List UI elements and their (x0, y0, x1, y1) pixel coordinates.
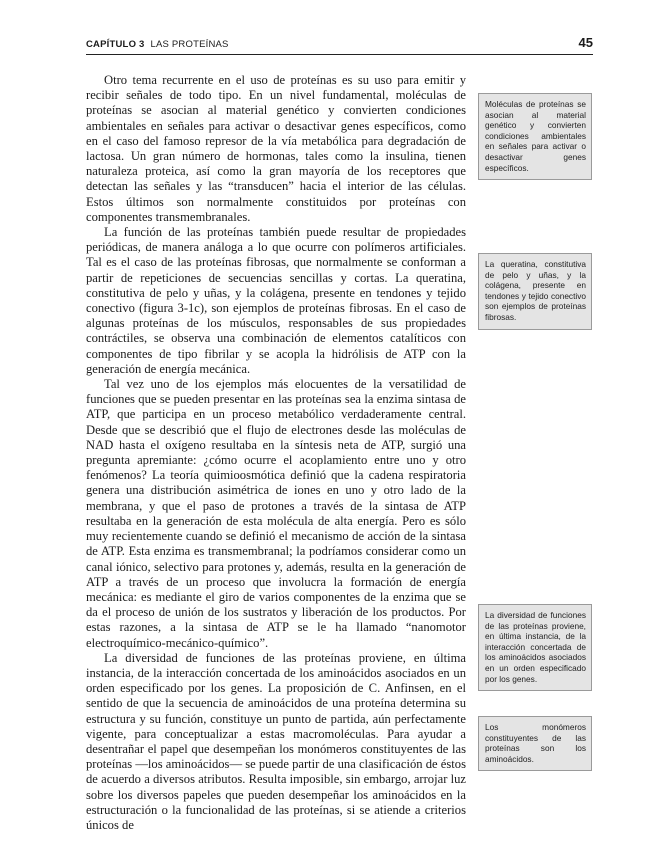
margin-note-4: Los monómeros constituyentes de las proteínas son los aminoácidos. (478, 716, 592, 771)
page-number: 45 (578, 35, 593, 50)
body-text (86, 73, 466, 833)
paragraph-3: Tal vez uno de los ejemplos más elocuentes de la versatilidad de funciones que se pueden presentar en las proteínas sea la enzima sintasa de ATP, que participa en un proceso metabólico verdaderamente central. Desde que se describió que el flujo de electrones desde las moléculas de NAD hasta el oxígeno resultaba en la síntesis neta de ATP, surgió una pregunta apremiante: ¿cómo ocurre el acoplamiento entre uno y otro fenómenos? La teoría quimioosmótica definió que la cadena respiratoria genera una distribución asimétrica de iones en uno y otro lado de la membrana, y que el paso de protones a través de la sintasa de ATP resultaba en la generación de esta molécula de alta energía. Pero es sólo muy recientemente cuando se definió el mecanismo de acción de la sintasa de ATP. Esta enzima es transmembranal; la podríamos considerar como un canal iónico, selectivo para protones y, además, resulta en la generación de ATP a través de un proceso que involucra la formación de energía mecánica: es mediante el giro de varios componentes de la enzima que se da el proceso de unión de los sustratos y liberación de los productos. Por estas razones, a la sintasa de ATP se le ha llamado “nanomotor electroquímico-mecánico-químico”. (86, 377, 466, 650)
chapter-title: LAS PROTEÍNAS (150, 39, 229, 50)
margin-note-2: La queratina, constitutiva de pelo y uñas, y la colágena, presente en tendones y tejido conectivo son ejemplos de proteínas fibrosas. (478, 253, 592, 330)
chapter-label: CAPÍTULO 3 (86, 39, 145, 50)
margin-note-1: Moléculas de proteínas se asocian al material genético y convierten condiciones ambientales en señales para activar o desactivar genes específicos. (478, 93, 592, 180)
chapter-heading (86, 39, 229, 50)
paragraph-2: La función de las proteínas también puede resultar de propiedades periódicas, de manera análoga a lo que ocurre con polímeros artificiales. Tal es el caso de las proteínas fibrosas, que normalmente se conforman a partir de repeticiones de secuencias sencillas y cortas. La queratina, constitutiva de pelo y uñas, y la colágena, presente en tendones y tejido conectivo (figura 3-1c), son ejemplos de proteínas fibrosas. En el caso de algunas proteínas de los músculos, responsables de sus propiedades contráctiles, se observa una combinación de elementos catalíticos con componentes de tipo fibrilar y se acopla la hidrólisis de ATP con la generación de energía mecánica. (86, 225, 466, 376)
paragraph-4: La diversidad de funciones de las proteínas proviene, en última instancia, de la interacción concertada de los aminoácidos asociados en un orden especificado por los genes. La proposición de C. Anfinsen, en el sentido de que la secuencia de aminoácidos de una proteína determina su estructura y su función, constituye un punto de partida, aún perfectamente vigente, para conceptualizar a estas macromoléculas. Para ayudar a desentrañar el papel que desempeñan los monómeros constituyentes de las proteínas —los aminoácidos— se puede partir de una clasificación de éstos de acuerdo a diversos atributos. Resulta imposible, sin embargo, arrojar luz sobre los diversos papeles que pueden desempeñar los aminoácidos en la estructuración o la funcionalidad de las proteínas, si se atiende a criterios únicos de (86, 650, 466, 832)
margin-note-3: La diversidad de funciones de las proteínas proviene, en última instancia, de la interacción concertada de los aminoácidos asociados en un orden especificado por los genes. (478, 604, 592, 691)
running-header (86, 34, 593, 55)
paragraph-1: Otro tema recurrente en el uso de proteínas es su uso para emitir y recibir señales de todo tipo. En un nivel fundamental, moléculas de proteínas se asocian al material genético y convierten condiciones ambientales en señales para activar o desactivar genes específicos, como en el caso del famoso represor de la vía metabólica para degradación de lactosa. Un gran número de hormonas, tales como la insulina, tienen naturaleza proteica, así como la gran mayoría de los receptores que detectan las señales y las “transducen” hacia el interior de las células. Estos últimos son normalmente constituidos por proteínas con componentes transmembranales. (86, 73, 466, 224)
